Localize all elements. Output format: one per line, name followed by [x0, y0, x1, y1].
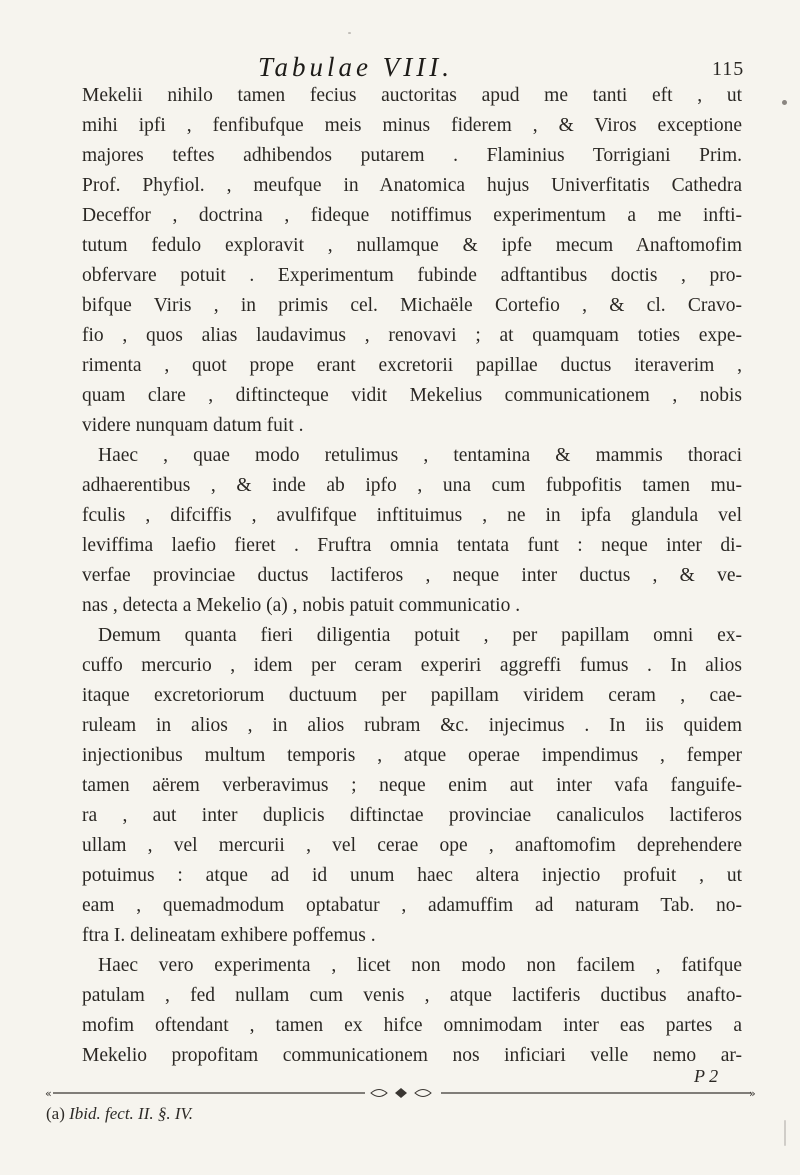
text-line: mihi ipfi , fenfibufque meis minus fiderem , & Viros exceptione: [82, 115, 742, 136]
text-line: ullam , vel mercurii , vel cerae ope , anaftomofim deprehendere: [82, 835, 742, 856]
text-line: Prof. Phyfiol. , meufque in Anatomica hujus Univerfitatis Cathedra: [82, 175, 742, 196]
text-line: itaque excretoriorum ductuum per papillam viridem ceram , cae-: [82, 685, 742, 706]
text-line: majores teftes adhibendos putarem . Flaminius Torrigiani Prim.: [82, 145, 742, 166]
running-title: Tabulae VIII.: [258, 52, 453, 82]
svg-text:«: «: [45, 1087, 52, 1099]
footnote: [46, 1104, 193, 1124]
text-line: quam clare , diftincteque vidit Mekelius communicationem , nobis: [82, 385, 742, 406]
text-line: fculis , difciffis , avulfifque inftituimus , ne in ipfa glandula vel: [82, 505, 742, 526]
text-line: obfervare potuit . Experimentum fubinde adftantibus doctis , pro-: [82, 265, 742, 286]
text-line: patulam , fed nullam cum venis , atque lactiferis ductibus anafto-: [82, 985, 742, 1006]
text-line: Mekelii nihilo tamen fecius auctoritas apud me tanti eft , ut: [82, 85, 742, 106]
text-line: potuimus : atque ad id unum haec altera injectio profuit , ut: [82, 865, 742, 886]
text-line: mofim oftendant , tamen ex hifce omnimodam inter eas partes a: [82, 1015, 742, 1036]
text-line: tutum fedulo exploravit , nullamque & ipfe mecum Anaftomofim: [82, 235, 742, 256]
text-line: rimenta , quot prope erant excretorii papillae ductus iteraverim ,: [82, 355, 742, 376]
text-line: cuffo mercurio , idem per ceram experiri aggreffi fumus . In alios: [82, 655, 742, 676]
text-line: fio , quos alias laudavimus , renovavi ; at quamquam toties expe-: [82, 325, 742, 346]
text-line: tamen aërem verberavimus ; neque enim aut inter vafa fanguife-: [82, 775, 742, 796]
footnote-marker: (a): [46, 1104, 65, 1123]
signature-mark: P 2: [694, 1066, 719, 1086]
text-line: ftra I. delineatam exhibere poffemus .: [82, 925, 376, 946]
text-line: eam , quemadmodum optabatur , adamuffim ad naturam Tab. no-: [82, 895, 742, 916]
text-line: verfae provinciae ductus lactiferos , neque inter ductus , & ve-: [82, 565, 742, 586]
text-line: ra , aut inter duplicis diftinctae provinciae canaliculos lactiferos: [82, 805, 742, 826]
text-line: videre nunquam datum fuit .: [82, 415, 304, 436]
text-line: ruleam in alios , in alios rubram &c. injecimus . In iis quidem: [82, 715, 742, 736]
text-line: Haec vero experimenta , licet non modo non facilem , fatifque: [98, 955, 742, 976]
text-line: Deceffor , doctrina , fideque notiffimus experimentum a me infti-: [82, 205, 742, 226]
footnote-reference: Ibid. fect. II. §. IV.: [69, 1104, 193, 1123]
text-line: Haec , quae modo retulimus , tentamina & mammis thoraci: [98, 445, 742, 466]
paper-speck: [348, 32, 351, 34]
text-line: Mekelio propofitam communicationem nos inficiari velle nemo ar-: [82, 1045, 742, 1066]
svg-text:»: »: [749, 1087, 756, 1099]
text-line: leviffima laefio fieret . Fruftra omnia tentata funt : neque inter di-: [82, 535, 742, 556]
text-line: Demum quanta fieri diligentia potuit , per papillam omni ex-: [98, 625, 742, 646]
text-line: bifque Viris , in primis cel. Michaële Cortefio , & cl. Cravo-: [82, 295, 742, 316]
footnote-rule: [45, 1087, 761, 1099]
text-line: nas , detecta a Mekelio (a) , nobis patuit communicatio .: [82, 595, 521, 616]
ornament-icon: [371, 1088, 431, 1098]
text-line: adhaerentibus , & inde ab ipfo , una cum fubpofitis tamen mu-: [82, 475, 742, 496]
paper-speck: [782, 100, 787, 105]
page-number: 115: [712, 58, 745, 80]
paper-speck: [784, 1120, 786, 1146]
text-line: injectionibus multum temporis , atque operae impendimus , femper: [82, 745, 742, 766]
